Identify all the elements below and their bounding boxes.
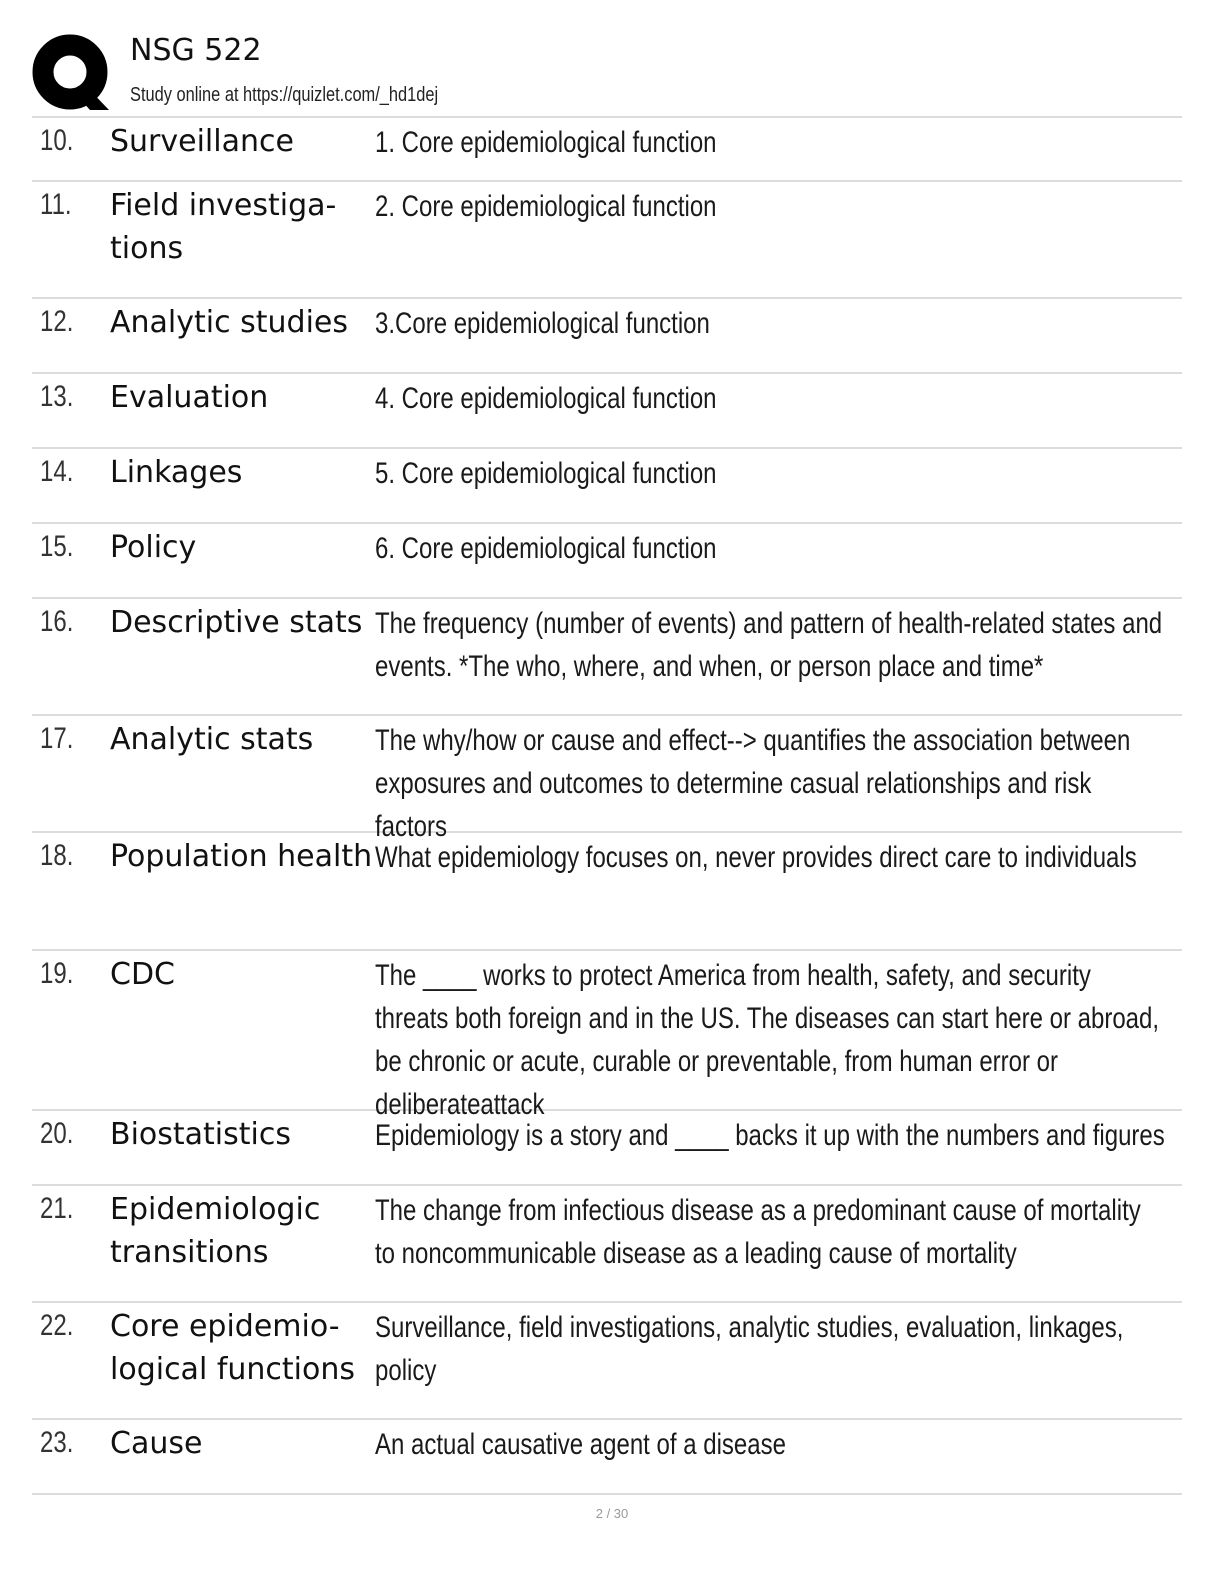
card-number: 10. [40,124,74,157]
card-term: Core epidemio- logical functions [110,1309,355,1387]
card-definition: Surveillance, field investigations, analytic studies, evaluation, linkages, policy [375,1311,1124,1387]
card-term: Biostatistics [110,1117,291,1152]
card-term: Policy [110,530,197,565]
card-number: 19. [40,957,74,990]
card-definition: What epidemiology focuses on, never provides direct care to individuals [375,841,1137,874]
card-term: CDC [110,957,175,992]
flashcard-row [32,299,1182,374]
quizlet-logo-icon [32,34,112,114]
card-number: 18. [40,839,74,872]
card-number: 17. [40,722,74,755]
page-title: NSG 522 [130,33,262,68]
flashcard-row [32,524,1182,599]
card-number: 11. [40,188,72,221]
card-number: 14. [40,455,74,488]
card-definition: An actual causative agent of a disease [375,1428,786,1461]
card-term: Surveillance [110,124,294,159]
flashcard-list [32,118,1182,1495]
card-number: 15. [40,530,74,563]
card-definition: The ____ works to protect America from health, safety, and security threats both foreign and in the US. The diseases can start here or abroad, be chronic or acute, curable or preventable, from human error or deliberateattack [375,959,1160,1121]
card-definition: The why/how or cause and effect--> quantifies the association between exposures and outcomes to determine casual relationships and risk factors [375,724,1131,843]
flashcard-row [32,1186,1182,1303]
flashcard-row [32,1420,1182,1495]
flashcard-row [32,118,1182,182]
card-term: Epidemiologic transitions [110,1192,321,1270]
card-number: 16. [40,605,74,638]
card-definition: 2. Core epidemiological function [375,190,717,223]
card-number: 13. [40,380,74,413]
study-link-text: Study online at https://quizlet.com/_hd1dej [130,84,439,106]
card-definition: 3.Core epidemiological function [375,307,710,340]
flashcard-row [32,1303,1182,1420]
card-term: Cause [110,1426,203,1461]
card-term: Evaluation [110,380,269,415]
card-number: 20. [40,1117,74,1150]
card-number: 12. [40,305,74,338]
flashcard-row [32,182,1182,299]
card-term: Analytic stats [110,722,314,757]
card-definition: The frequency (number of events) and pattern of health-related states and events. *The who, where, and when, or person place and time* [375,607,1163,683]
card-term: Field investiga- tions [110,188,337,266]
card-definition: 1. Core epidemiological function [375,126,717,159]
card-definition: 6. Core epidemiological function [375,532,717,565]
card-number: 21. [40,1192,74,1225]
card-number: 22. [40,1309,74,1342]
flashcard-row [32,951,1182,1121]
flashcard-row [32,833,1182,951]
page-number: 2 / 30 [595,1506,629,1521]
card-term: Population health [110,839,373,874]
flashcard-row [32,374,1182,449]
card-term: Descriptive stats [110,605,363,640]
flashcard-row [32,449,1182,524]
flashcard-row [32,716,1182,843]
card-term: Linkages [110,455,243,490]
card-definition: Epidemiology is a story and ____ backs it up with the numbers and figures [375,1119,1165,1152]
card-number: 23. [40,1426,74,1459]
flashcard-row [32,599,1182,716]
page-header [32,30,1182,114]
flashcard-row [32,1111,1182,1186]
card-term: Analytic studies [110,305,349,340]
card-definition: The change from infectious disease as a predominant cause of mortality to noncommunicable disease as a leading cause of mortality [375,1194,1141,1270]
card-definition: 5. Core epidemiological function [375,457,717,490]
card-definition: 4. Core epidemiological function [375,382,717,415]
